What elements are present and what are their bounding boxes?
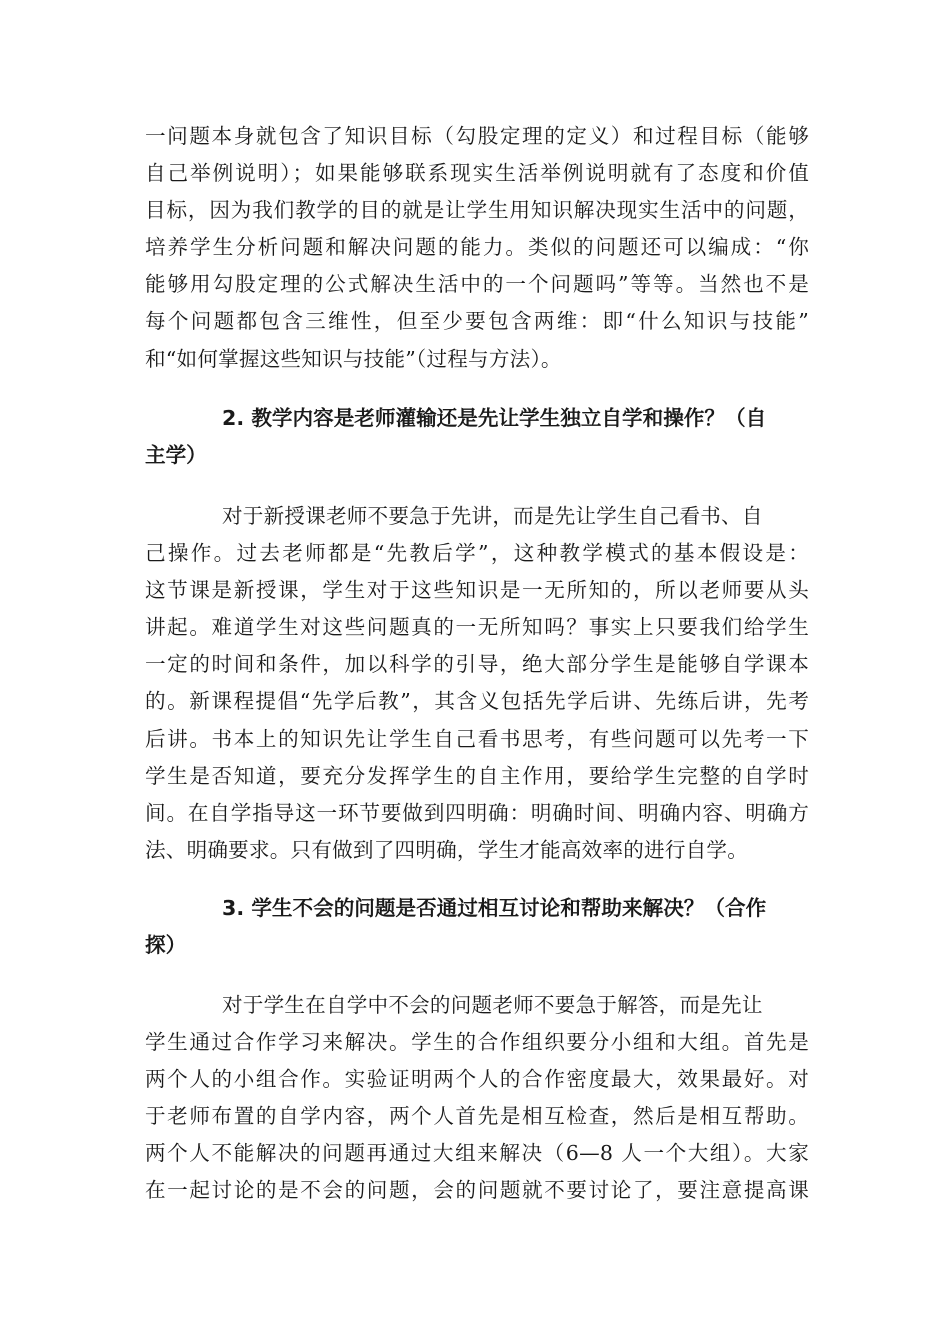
paragraph-line: 每个问题都包含三维性，但至少要包含两维：即“什么知识与技能” [145, 309, 809, 334]
paragraph-line: 学生通过合作学习来解决。学生的合作组织要分小组和大组。首先是 [145, 1030, 809, 1055]
paragraph-line: 两个人的小组合作。实验证明两个人的合作密度最大，效果最好。对 [145, 1067, 809, 1092]
section-heading-2 [145, 400, 809, 474]
paragraph-line: 自己举例说明）；如果能够联系现实生活举例说明就有了态度和价值 [145, 161, 809, 186]
paragraph-2 [145, 498, 809, 869]
heading-line: 主学） [145, 443, 207, 468]
heading-line: 2. 教学内容是老师灌输还是先让学生独立自学和操作？（自 [222, 406, 767, 430]
paragraph-line: 在一起讨论的是不会的问题，会的问题就不要讨论了，要注意提高课 [145, 1178, 809, 1203]
section-heading-3 [145, 890, 809, 964]
paragraph-line: 的。新课程提倡“先学后教”，其含义包括先学后讲、先练后讲，先考 [145, 689, 809, 714]
paragraph-line: 于老师布置的自学内容，两个人首先是相互检查，然后是相互帮助。 [145, 1104, 809, 1129]
paragraph-3 [145, 987, 809, 1210]
paragraph-line: 目标，因为我们教学的目的就是让学生用知识解决现实生活中的问题， [145, 198, 809, 223]
paragraph-line: 己操作。过去老师都是“先教后学”，这种教学模式的基本假设是： [145, 541, 809, 566]
paragraph-line: 法、明确要求。只有做到了四明确，学生才能高效率的进行自学。 [145, 837, 749, 862]
heading-line: 3. 学生不会的问题是否通过相互讨论和帮助来解决？（合作 [222, 896, 767, 920]
paragraph-line: 后讲。书本上的知识先让学生自己看书思考，有些问题可以先考一下 [145, 726, 809, 751]
paragraph-line: 培养学生分析问题和解决问题的能力。类似的问题还可以编成：“你 [145, 235, 809, 260]
paragraph-line: 对于学生在自学中不会的问题老师不要急于解答，而是先让 [222, 993, 763, 1017]
heading-line: 探） [145, 933, 187, 958]
paragraph-1 [145, 118, 809, 378]
paragraph-line: 学生是否知道，要充分发挥学生的自主作用，要给学生完整的自学时 [145, 763, 809, 788]
paragraph-line: 一定的时间和条件，加以科学的引导，绝大部分学生是能够自学课本 [145, 652, 809, 677]
paragraph-line: 间。在自学指导这一环节要做到四明确：明确时间、明确内容、明确方 [145, 800, 809, 825]
paragraph-line: 对于新授课老师不要急于先讲，而是先让学生自己看书、自 [222, 504, 763, 528]
paragraph-line: 能够用勾股定理的公式解决生活中的一个问题吗”等等。当然也不是 [145, 272, 809, 297]
paragraph-line: 两个人不能解决的问题再通过大组来解决（6—8 人一个大组）。大家 [145, 1141, 809, 1166]
paragraph-line: 这节课是新授课，学生对于这些知识是一无所知的，所以老师要从头 [145, 578, 809, 603]
paragraph-line: 讲起。难道学生对这些问题真的一无所知吗？事实上只要我们给学生 [145, 615, 809, 640]
paragraph-line: 一问题本身就包含了知识目标（勾股定理的定义）和过程目标（能够 [145, 124, 809, 148]
paragraph-line: 和“如何掌握这些知识与技能”（过程与方法）。 [145, 346, 562, 371]
